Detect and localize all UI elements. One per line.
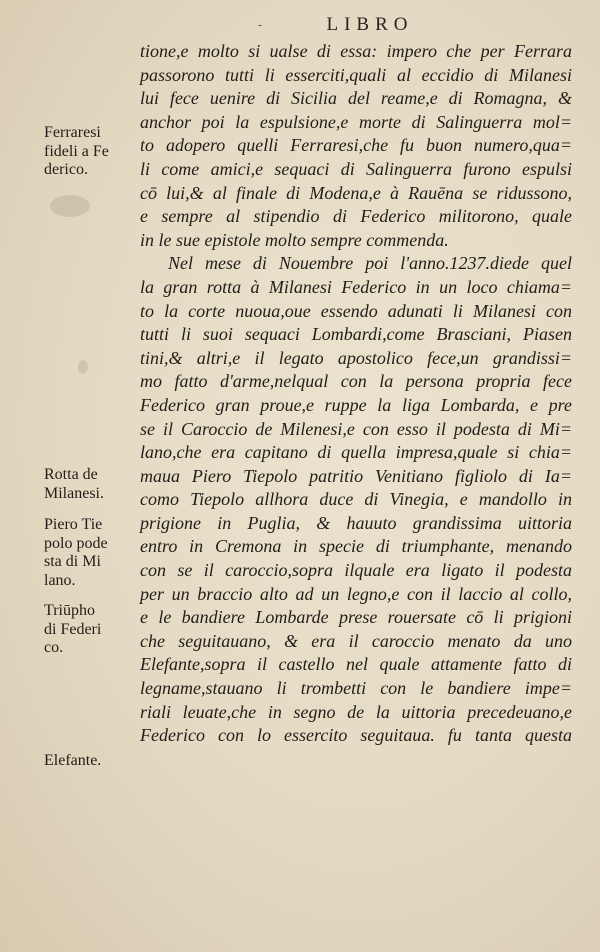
marginal-note-line: Elefante. — [44, 752, 102, 769]
marginal-note-line: derico. — [44, 161, 88, 178]
text-line: prigione in Puglia, & hauuto grandissima uittoria — [140, 512, 572, 533]
text-line: to adopero quelli Ferraresi,che fu buon numero,qua= — [140, 135, 572, 156]
text-line: se il Caroccio de Milenesi,e con esso il podesta di Mi= — [140, 418, 572, 439]
marginal-note-rotta — [44, 466, 140, 503]
text-line: che seguitauano, & era il caroccio menato da uno — [140, 630, 572, 651]
marginal-note-line: Rotta de — [44, 466, 98, 483]
marginal-note-ferraresi — [44, 124, 140, 180]
text-line: Federico gran proue,e ruppe la liga Lombarda, e pre — [140, 394, 572, 415]
marginal-note-line: di Federi — [44, 620, 102, 638]
text-line: lano,che era capitano di quella impresa,quale si chia= — [140, 442, 572, 463]
text-line: to la corte nuoua,oue essendo adunati li Milanesi con — [140, 300, 572, 321]
text-line: maua Piero Tiepolo patritio Venitiano figliolo di Ia= — [140, 465, 572, 486]
text-line: entro in Cremona in specie di triumphante, menando — [140, 536, 572, 557]
text-line: e le bandiere Lombarde prese rouersate cō li prigioni — [140, 607, 572, 628]
body-text — [140, 40, 572, 748]
text-line: Elefante,sopra il castello nel quale attamente fatto di — [140, 654, 572, 675]
marginal-note-line: Ferraresi — [44, 124, 101, 141]
text-line: Nel mese di Nouembre poi l'anno.1237.diede quel — [168, 253, 572, 274]
text-line: tutti li suoi sequaci Lombardi,come Brasciani, Piasen — [140, 324, 572, 345]
ink-stain — [78, 360, 88, 374]
text-line: per un braccio alto ad un legno,e con il laccio al collo, — [140, 583, 572, 604]
text-line: tini,& altri,e il legato apostolico fece,un grandissi= — [140, 347, 572, 368]
marginal-note-line: Milanesi. — [44, 484, 104, 502]
marginal-note-elefante — [44, 752, 140, 771]
text-line: cō lui,& al finale di Modena,e à Rauēna se ridussono, — [140, 182, 572, 203]
marginal-note-line: Piero Tie — [44, 516, 103, 533]
text-line: legname,stauano li trombetti con le bandiere impe= — [140, 678, 572, 699]
text-line: mo fatto d'arme,nelqual con la persona propria fece — [140, 371, 572, 392]
marginal-note-tiepolo — [44, 516, 140, 590]
marginal-note-line: fideli a Fe — [44, 142, 109, 160]
running-title: LIBRO — [326, 14, 414, 35]
marginal-note-line: polo pode — [44, 534, 108, 552]
text-line: lui fece uenire di Sicilia del reame,e di Romagna, & — [140, 88, 572, 109]
marginal-note-triumpho — [44, 602, 140, 658]
marginal-note-line: sta di Mi — [44, 553, 101, 570]
ink-stain — [50, 195, 90, 217]
text-line: con se il caroccio,sopra ilquale era ligato il podesta — [140, 560, 572, 581]
folio-mark: - — [258, 18, 263, 32]
text-line: Federico con lo essercito seguitaua. fu tanta questa — [140, 725, 572, 746]
marginal-note-line: lano. — [44, 571, 76, 589]
marginal-note-line: co. — [44, 639, 64, 656]
text-line: anchor poi la espulsione,e morte di Salinguerra mol= — [140, 111, 572, 132]
text-line: passorono tutti li esserciti,quali al eccidio di Milanesi — [140, 64, 572, 85]
text-line: la gran rotta à Milanesi Federico in un loco chiama= — [140, 276, 572, 297]
text-line: como Tiepolo allhora duce di Vinegia, e mandollo in — [140, 489, 572, 510]
text-line: li come amici,e sequaci di Salinguerra furono espulsi — [140, 158, 572, 179]
text-line: e sempre al stipendio di Federico militorono, quale — [140, 206, 572, 227]
text-line: in le sue epistole molto sempre commenda. — [140, 229, 449, 250]
text-line: riali leuate,che in segno de la uittoria precedeuano,e — [140, 701, 572, 722]
text-line: tione,e molto si ualse di essa: impero che per Ferrara — [140, 41, 572, 61]
marginal-note-line: Triūpho — [44, 602, 95, 619]
